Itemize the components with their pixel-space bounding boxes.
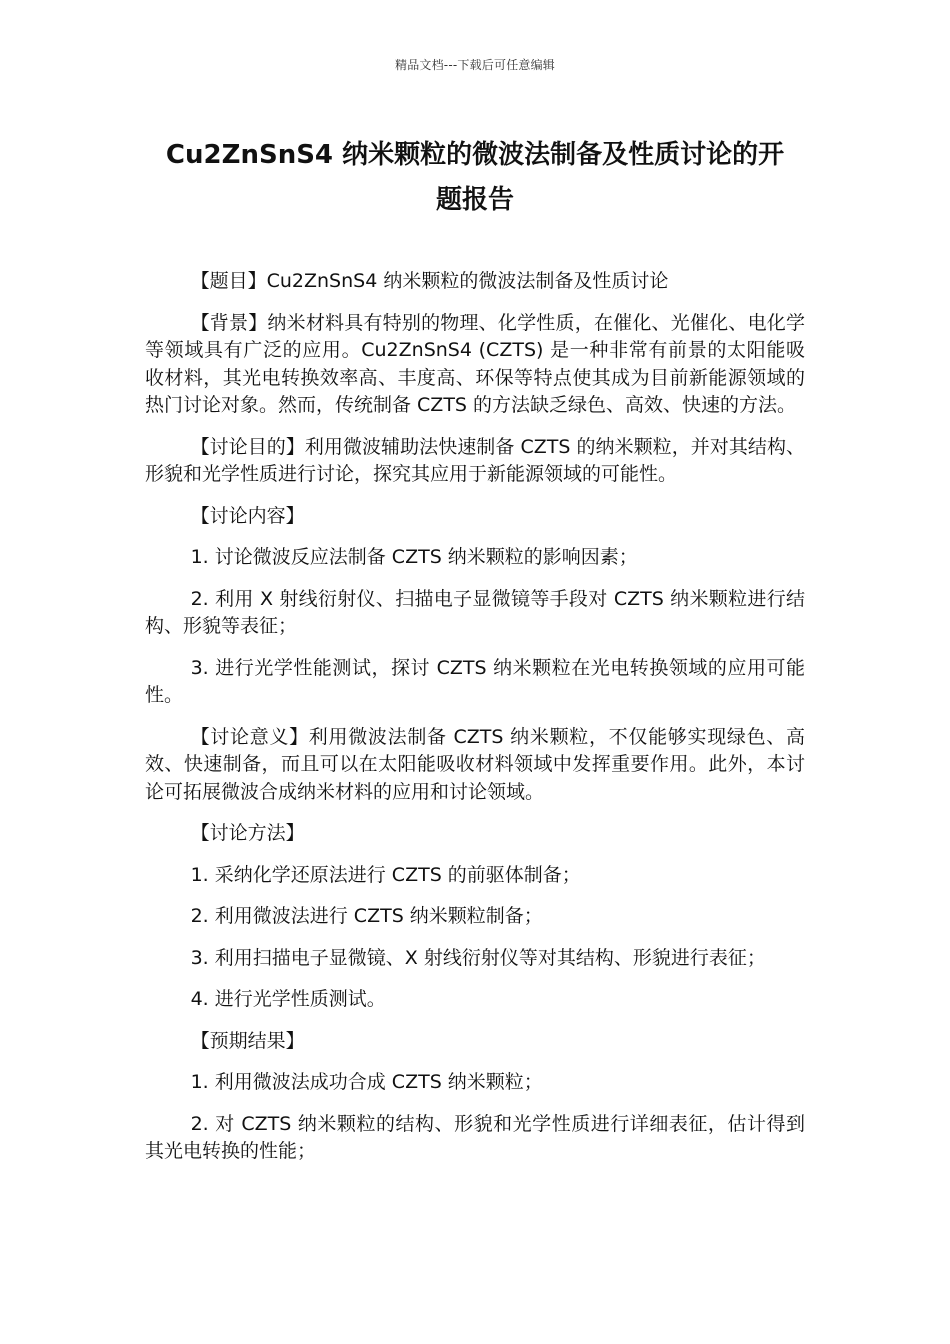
method-heading: 【讨论方法】: [190, 822, 305, 844]
document-title: [145, 133, 805, 223]
topic-paragraph: 【题目】Cu2ZnSnS4 纳米颗粒的微波法制备及性质讨论: [190, 270, 669, 292]
significance-paragraph: 【讨论意义】利用微波法制备 CZTS 纳米颗粒，不仅能够实现绿色、高效、快速制备，而且可以在太阳能吸收材料领域中发挥重要作用。此外，本讨论可拓展微波合成纳米材料的应用和讨论领域。: [145, 725, 805, 803]
title-line-2: 题报告: [435, 185, 514, 215]
title-line-1: Cu2ZnSnS4 纳米颗粒的微波法制备及性质讨论的开: [165, 140, 785, 170]
content-item: 2. 利用 X 射线衍射仪、扫描电子显微镜等手段对 CZTS 纳米颗粒进行结构、形貌等表征；: [145, 587, 805, 637]
method-item: 2. 利用微波法进行 CZTS 纳米颗粒制备；: [190, 905, 543, 927]
method-item: 1. 采纳化学还原法进行 CZTS 的前驱体制备；: [190, 863, 581, 886]
content-item: 3. 进行光学性能测试，探讨 CZTS 纳米颗粒在光电转换领域的应用可能性。: [145, 656, 805, 706]
background-paragraph: 【背景】纳米材料具有特别的物理、化学性质，在催化、光催化、电化学等领域具有广泛的应用。Cu2ZnSnS4 (CZTS) 是一种非常有前景的太阳能吸收材料，其光电转换效率高、丰度高、环保等特点使其成为目前新能源领域的热门讨论对象。然而，传统制备 CZTS 的方法缺乏绿色、高效、快速的方法。: [145, 311, 805, 416]
results-item: 2. 对 CZTS 纳米颗粒的结构、形貌和光学性质进行详细表征，估计得到其光电转换的性能；: [145, 1112, 805, 1162]
results-heading: 【预期结果】: [190, 1029, 305, 1052]
header-note: 精品文档---下载后可任意编辑: [395, 58, 555, 72]
method-item: 4. 进行光学性质测试。: [190, 988, 386, 1010]
method-item: 3. 利用扫描电子显微镜、X 射线衍射仪等对其结构、形貌进行表征；: [190, 946, 766, 969]
document-body: [145, 268, 805, 1180]
content-heading: 【讨论内容】: [190, 504, 305, 527]
purpose-paragraph: 【讨论目的】利用微波辅助法快速制备 CZTS 的纳米颗粒，并对其结构、形貌和光学性质进行讨论，探究其应用于新能源领域的可能性。: [145, 435, 805, 485]
content-item: 1. 讨论微波反应法制备 CZTS 纳米颗粒的影响因素；: [190, 546, 638, 568]
results-item: 1. 利用微波法成功合成 CZTS 纳米颗粒；: [190, 1071, 543, 1093]
